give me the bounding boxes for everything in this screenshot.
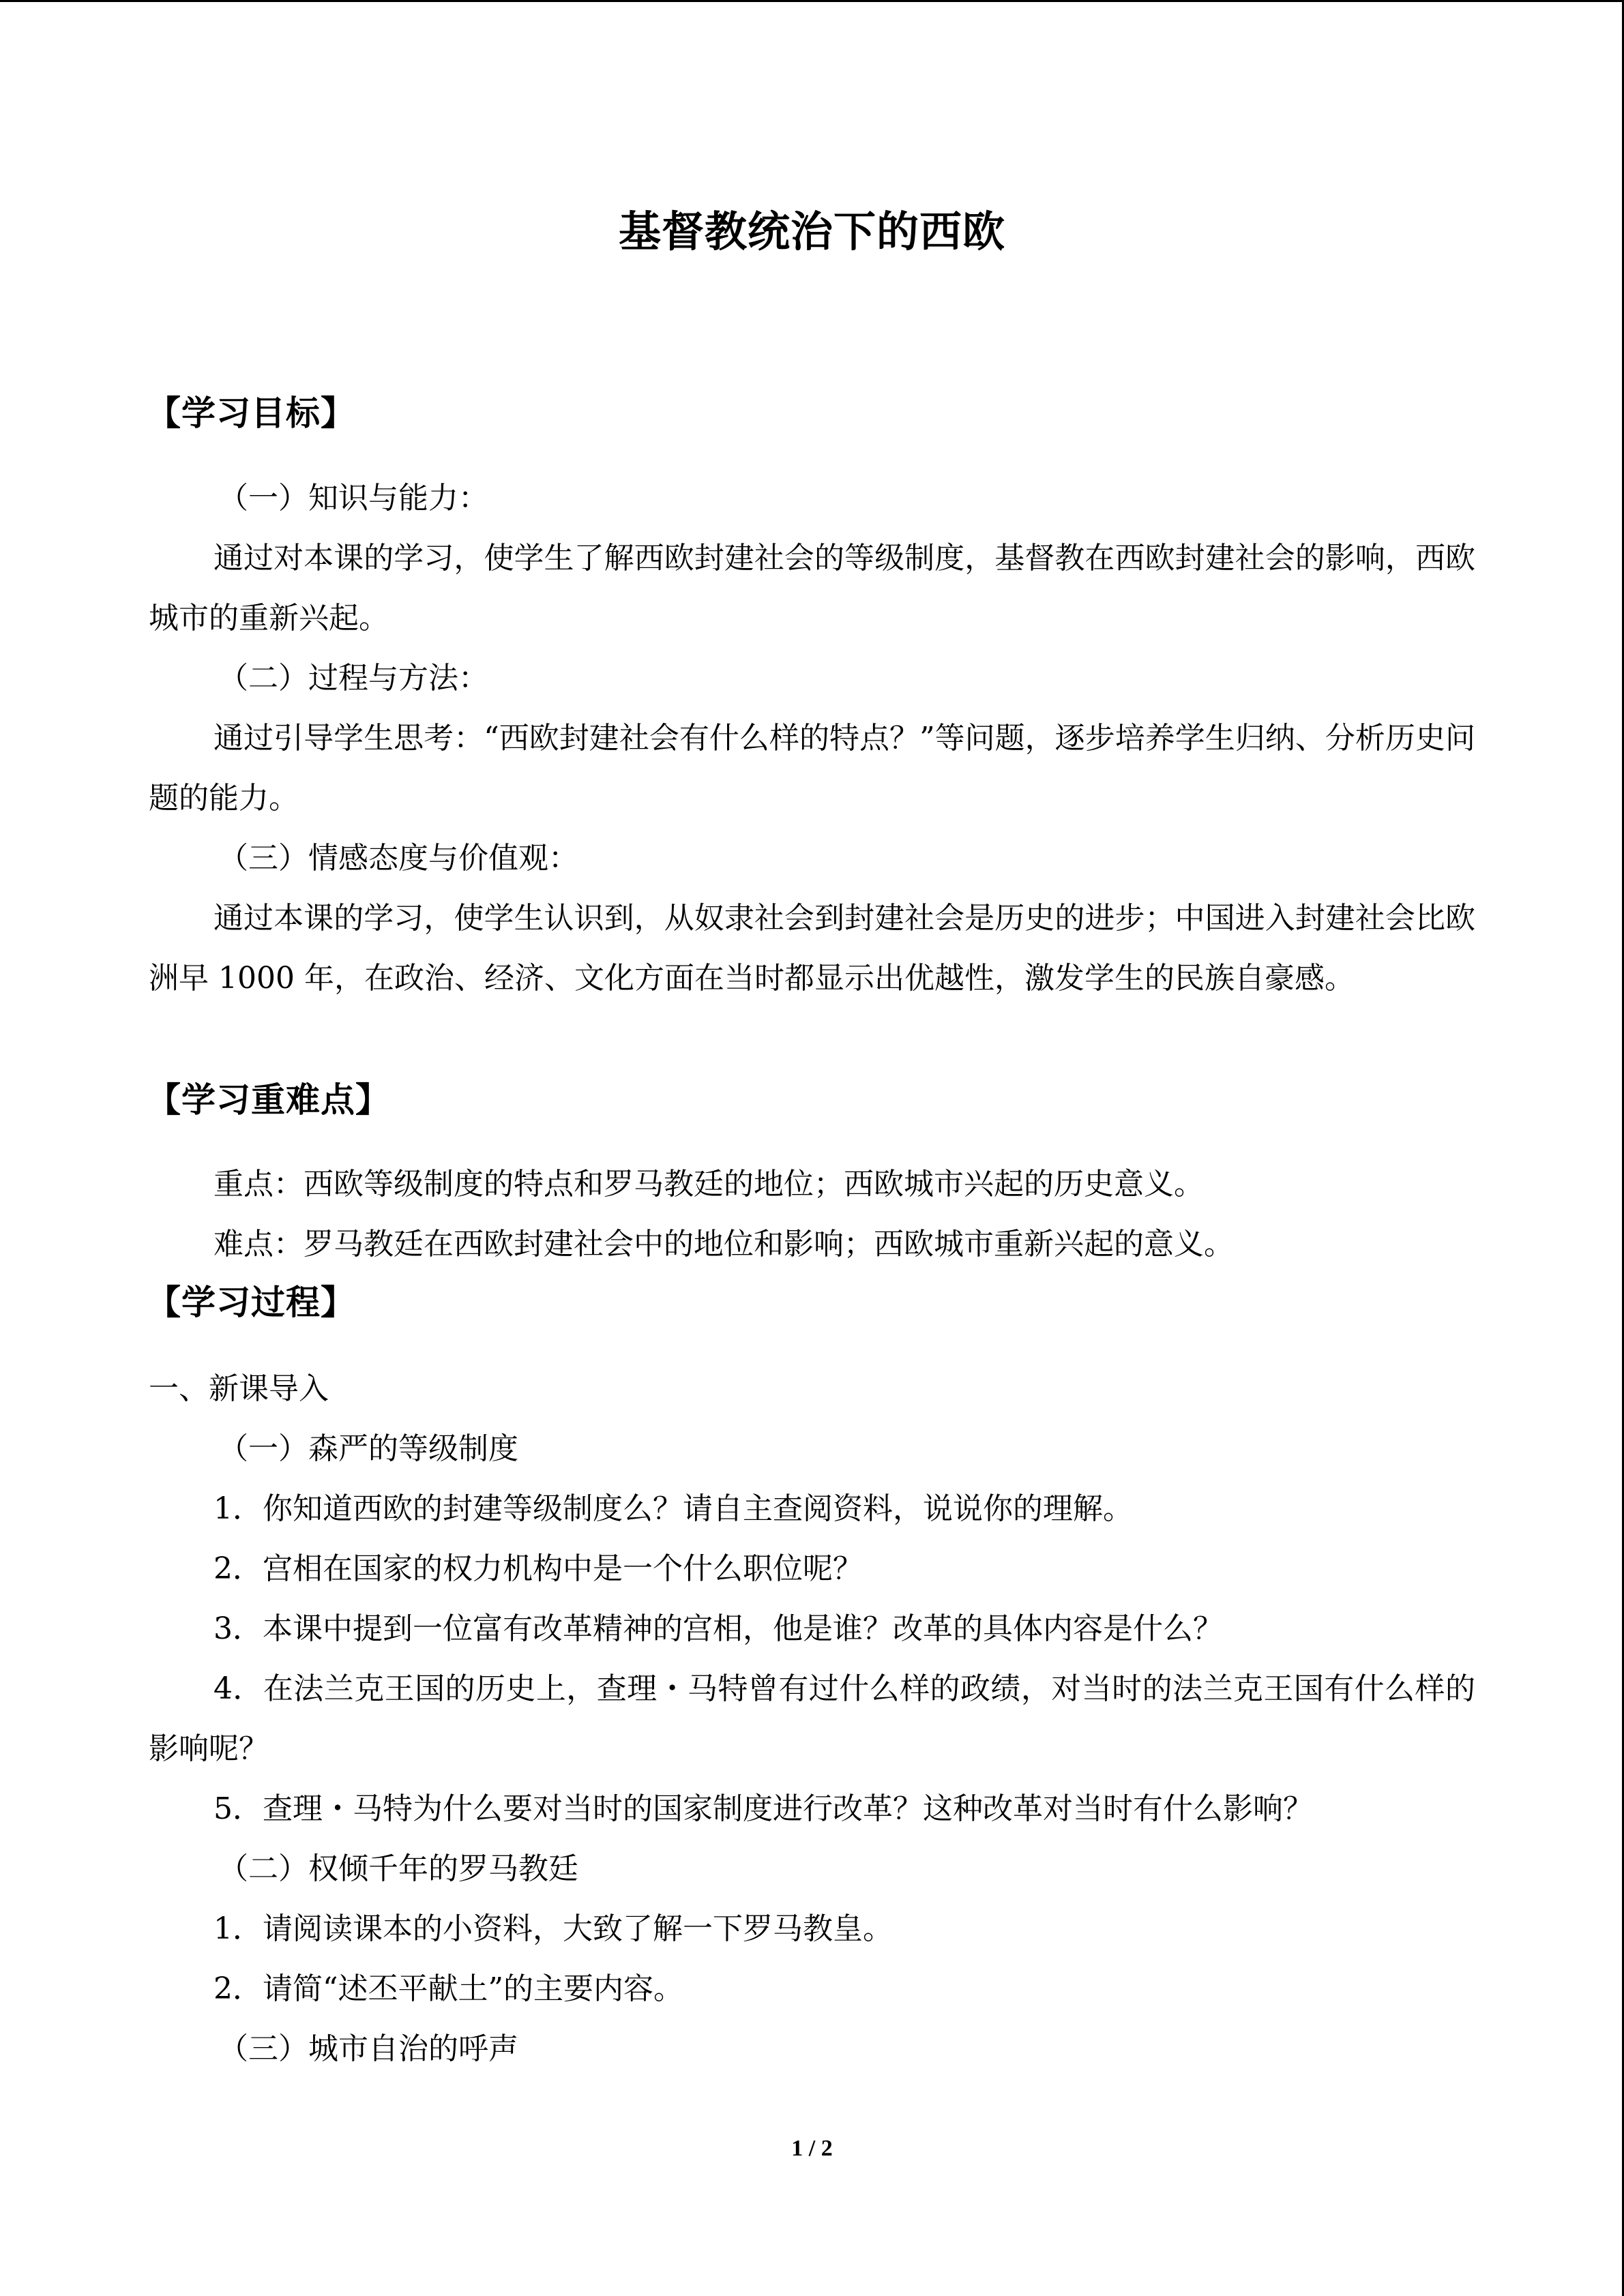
objectives-sub1-text: 通过对本课的学习，使学生了解西欧封建社会的等级制度，基督教在西欧封建社会的影响，西欧城市的重新兴起。 — [149, 541, 1475, 636]
section-heading-process: 【学习过程】 — [147, 1282, 355, 1322]
process-part-1: 一、新课导入 — [149, 1371, 329, 1406]
question-1: 1．你知道西欧的封建等级制度么？请自主查阅资料，说说你的理解。 — [213, 1491, 1133, 1526]
question-2: 2．宫相在国家的权力机构中是一个什么职位呢？ — [213, 1551, 863, 1586]
section-heading-key-points: 【学习重难点】 — [147, 1079, 390, 1120]
process-sub3-heading: （三）城市自治的呼声 — [218, 2031, 518, 2066]
page-number: 1 / 2 — [791, 2136, 833, 2161]
process-sub2-heading: （二）权倾千年的罗马教廷 — [218, 1851, 578, 1886]
objectives-sub2-text: 通过引导学生思考：“西欧封建社会有什么样的特点？”等问题，逐步培养学生归纳、分析历史问题的能力。 — [149, 721, 1475, 816]
question-3: 3．本课中提到一位富有改革精神的宫相，他是谁？改革的具体内容是什么？ — [213, 1611, 1223, 1646]
section-heading-objectives: 【学习目标】 — [147, 393, 355, 433]
key-point-text: 重点：西欧等级制度的特点和罗马教廷的地位；西欧城市兴起的历史意义。 — [213, 1167, 1204, 1202]
difficult-point-text: 难点：罗马教廷在西欧封建社会中的地位和影响；西欧城市重新兴起的意义。 — [213, 1227, 1234, 1262]
question-5: 5．查理・马特为什么要对当时的国家制度进行改革？这种改革对当时有什么影响？ — [213, 1791, 1313, 1826]
objectives-sub3-label: （三）情感态度与价值观： — [218, 841, 578, 876]
question-6: 1．请阅读课本的小资料，大致了解一下罗马教皇。 — [213, 1911, 893, 1946]
objectives-sub2-label: （二）过程与方法： — [218, 661, 488, 696]
objectives-sub1-label: （一）知识与能力： — [218, 481, 488, 516]
process-sub1-heading: （一）森严的等级制度 — [218, 1431, 518, 1466]
question-4: 4．在法兰克王国的历史上，查理・马特曾有过什么样的政绩，对当时的法兰克王国有什么样的影响呢？ — [149, 1671, 1475, 1766]
question-7: 2．请简“述丕平献土”的主要内容。 — [213, 1971, 683, 2006]
objectives-sub3-text: 通过本课的学习，使学生认识到，从奴隶社会到封建社会是历史的进步；中国进入封建社会比欧洲早 1000 年，在政治、经济、文化方面在当时都显示出优越性，激发学生的民族自豪感。 — [149, 901, 1475, 996]
document-title: 基督教统治下的西欧 — [618, 207, 1005, 256]
